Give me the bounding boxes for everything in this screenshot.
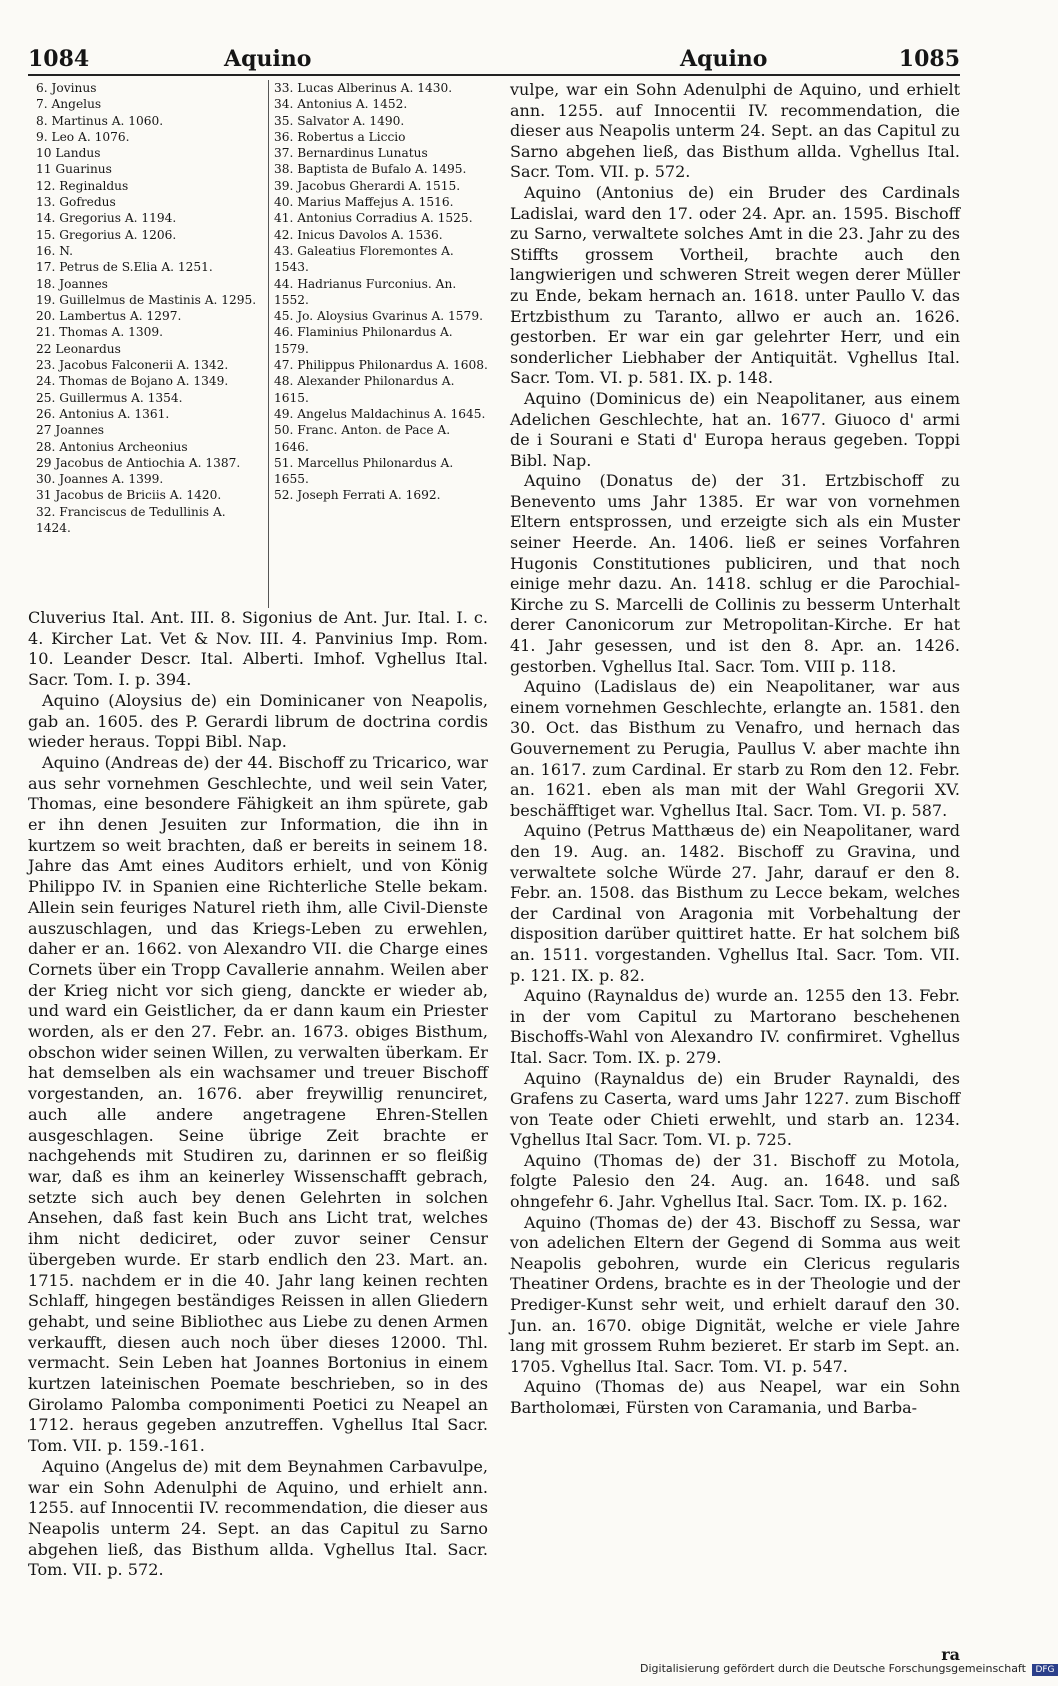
bishop-list-left xyxy=(36,80,258,536)
list-item: 36. Robertus a Liccio xyxy=(274,129,406,144)
paragraph: Aquino (Antonius de) ein Bruder des Cardinals Ladislai, ward den 17. oder 24. Apr. an. 1595. Bischoff zu Sarno, verwaltete solches Amt in die 23. Jahr zu des Stiffts grossem Vortheil, brachte auch den langwierigen und schweren Streit wegen derer Müller zu Ende, bekam hernach an. 1618. unter Paullo V. das Ertzbisthum zu Taranto, allwo er auch an. 1626. gestorben. Er war ein gar gelehrter Herr, und ein sonderlicher Liebhaber der Antiquität. Vghellus Ital. Sacr. Tom. VI. p. 581. IX. p. 148. xyxy=(510,182,960,388)
catchword: ra xyxy=(941,1645,960,1664)
paragraph: Aquino (Angelus de) mit dem Beynahmen Carbavulpe, war ein Sohn Adenulphi de Aquino, und erhielt ann. 1255. auf Innocentii IV. recommendation, die dieser aus Neapolis unterm 24. Sept. an das Capitul zu Sarno abgehen ließ, das Bisthum allda. Vghellus Ital. Sacr. Tom. VII. p. 572. xyxy=(28,1456,488,1580)
list-item: 31 Jacobus de Briciis A. 1420. xyxy=(36,488,222,503)
list-item: 28. Antonius Archeonius xyxy=(36,439,188,454)
list-item: 45. Jo. Aloysius Gvarinus A. 1579. xyxy=(274,309,483,324)
paragraph: Aquino (Raynaldus de) wurde an. 1255 den 13. Febr. in der vom Capitul zu Martorano beschehenen Bischoffs-Wahl von Alexandro IV. confirmiret. Vghellus Ital. Sacr. Tom. IX. p. 279. xyxy=(510,986,960,1067)
list-item: 38. Baptista de Bufalo A. 1495. xyxy=(274,162,467,177)
paragraph: Aquino (Aloysius de) ein Dominicaner von Neapolis, gab an. 1605. des P. Gerardi librum de doctrina cordis wieder heraus. Toppi Bibl. Nap. xyxy=(28,690,488,752)
list-item: 50. Franc. Anton. de Pace A. 1646. xyxy=(274,423,451,454)
list-item: 12. Reginaldus xyxy=(36,178,129,193)
left-running-title: Aquino xyxy=(224,46,312,72)
list-item: 9. Leo A. 1076. xyxy=(36,129,130,144)
list-item: 51. Marcellus Philonardus A. 1655. xyxy=(274,455,454,487)
list-item: 22 Leonardus xyxy=(36,341,121,356)
paragraph: Cluverius Ital. Ant. III. 8. Sigonius de Ant. Jur. Ital. I. c. 4. Kircher Lat. Vet & Nov. III. 4. Panvinius Imp. Rom. 10. Leander Descr. Ital. Alberti. Imhof. Vghellus Ital. Sacr. Tom. I. p. 394. xyxy=(28,608,488,690)
list-item: 18. Joannes xyxy=(36,276,108,291)
list-item: 10 Landus xyxy=(36,146,101,161)
right-column xyxy=(510,80,960,1419)
paragraph: Aquino (Dominicus de) ein Neapolitaner, aus einem Adelichen Geschlechte, hat an. 1677. Giuoco d' armi de i Sourani e Stati d' Europa heraus gegeben. Toppi Bibl. Nap. xyxy=(510,388,960,470)
bishop-list xyxy=(28,80,488,608)
list-item: 42. Inicus Davolos A. 1536. xyxy=(274,227,443,242)
paragraph: Aquino (Thomas de) der 43. Bischoff zu Sessa, war von adelichen Eltern der Gegend di Somma aus weit Neapolis gebohren, wurde ein Clericus regularis Theatiner Ordens, brachte es in der Theologie und der Prediger-Kunst sehr weit, und erhielt darauf den 30. Jun. an. 1670. obige Dignität, welche er viele Jahre lang mit grossem Ruhm bezieret. Er starb im Sept. an. 1705. Vghellus Ital. Sacr. Tom. VI. p. 547. xyxy=(510,1212,960,1376)
footer-text: Digitalisierung gefördert durch die Deutsche Forschungsgemeinschaft xyxy=(640,1662,1026,1675)
list-item: 16. N. xyxy=(36,243,74,258)
list-item: 47. Philippus Philonardus A. 1608. xyxy=(274,358,488,373)
paragraph: Aquino (Thomas de) der 31. Bischoff zu Motola, folgte Palesio den 24. Aug. an. 1648. und saß ohngefehr 6. Jahr. Vghellus Ital. Sacr. Tom. IX. p. 162. xyxy=(510,1150,960,1212)
right-text-body xyxy=(510,80,960,1419)
list-item: 41. Antonius Corradius A. 1525. xyxy=(274,211,473,226)
left-column xyxy=(28,80,488,1580)
list-item: 19. Guillelmus de Mastinis A. 1295. xyxy=(36,292,257,307)
list-item: 24. Thomas de Bojano A. 1349. xyxy=(36,374,229,389)
list-item: 37. Bernardinus Lunatus xyxy=(274,146,428,161)
right-running-title: Aquino xyxy=(680,46,768,72)
list-item: 43. Galeatius Floremontes A. 1543. xyxy=(274,243,454,275)
list-item: 11 Guarinus xyxy=(36,162,112,177)
bishop-list-right xyxy=(274,80,488,504)
left-text-body xyxy=(28,608,488,1580)
list-item: 27 Joannes xyxy=(36,423,105,438)
list-item: 13. Gofredus xyxy=(36,195,116,210)
page-header xyxy=(28,46,960,76)
paragraph: Aquino (Thomas de) aus Neapel, war ein Sohn Bartholomæi, Fürsten von Caramania, und Barba- xyxy=(510,1377,960,1417)
list-item: 52. Joseph Ferrati A. 1692. xyxy=(274,488,441,503)
list-item: 6. Jovinus xyxy=(36,81,97,95)
dfg-logo: DFG xyxy=(1032,1664,1057,1676)
list-item: 49. Angelus Maldachinus A. 1645. xyxy=(274,406,486,421)
list-item: 26. Antonius A. 1361. xyxy=(36,406,170,421)
list-item: 46. Flaminius Philonardus A. 1579. xyxy=(274,325,453,356)
list-item: 29 Jacobus de Antiochia A. 1387. xyxy=(36,455,241,470)
right-page-number: 1085 xyxy=(898,46,960,72)
list-item: 30. Joannes A. 1399. xyxy=(36,472,164,487)
list-item: 8. Martinus A. 1060. xyxy=(36,113,164,128)
list-item: 32. Franciscus de Tedullinis A. 1424. xyxy=(36,504,226,536)
list-divider xyxy=(268,80,269,608)
list-item: 21. Thomas A. 1309. xyxy=(36,325,163,340)
list-item: 39. Jacobus Gherardi A. 1515. xyxy=(274,178,461,193)
paragraph: vulpe, war ein Sohn Adenulphi de Aquino, und erhielt ann. 1255. auf Innocentii IV. recommendation, die dieser aus Neapolis unterm 24. Sept. an das Capitul zu Sarno abgehen ließ, das Bisthum allda. Vghellus Ital. Sacr. Tom. VII. p. 572. xyxy=(510,80,960,182)
list-item: 40. Marius Maffejus A. 1516. xyxy=(274,195,454,210)
paragraph: Aquino (Andreas de) der 44. Bischoff zu Tricarico, war aus sehr vornehmen Geschlechte, und weil sein Vater, Thomas, eine besondere Fähigkeit an ihm spürete, gab er ihn denen Jesuiten zur Information, die ihn in kurtzem so weit brachten, daß er bereits in seinem 18. Jahre das Amt eines Auditors erhielt, und von König Philippo IV. in Spanien eine Richterliche Stelle bekam. Allein sein feuriges Naturel rieth ihm, alle Civil-Dienste auszuschlagen, und das Kriegs-Leben zu erwehlen, daher er an. 1662. von Alexandro VII. die Charge eines Cornets über ein Tropp Cavallerie annahm. Weilen aber der Krieg nicht vor sich gieng, danckte er wieder ab, und ward ein Geistlicher, da er dann kaum ein Priester worden, als er den 27. Febr. an. 1673. obiges Bisthum, obschon wider seinen Willen, zu verwalten überkam. Er hat demselben als ein wachsamer und treuer Bischoff vorgestanden, an. 1676. aber freywillig renunciret, auch alle andere angetragene Ehren-Stellen ausgeschlagen. Seine übrige Zeit brachte er nachgehends mit Studiren zu, darinnen er so fleißig war, daß es ihm an keinerley Wissenschafft gebrach, setzte sich auch bey denen Gelehrten in solchen Ansehen, daß fast kein Buch ans Licht trat, welches ihm nicht dediciret, oder zuvor seiner Censur übergeben wurde. Er starb endlich den 23. Mart. an. 1715. nachdem er in die 40. Jahr lang keinen rechten Schlaff, hingegen beständiges Reissen in allen Gliedern gehabt, und seine Bibliothec aus Liebe zu denen Armen verkaufft, diesen auch noch über dieses 12000. Thl. vermacht. Sein Leben hat Joannes Bortonius in einem kurtzen lateinischen Poemate beschrieben, so in des Girolamo Palomba componimenti Poetici zu Neapel an 1712. heraus gegeben anzutreffen. Vghellus Ital Sacr. Tom. VII. p. 159.-161. xyxy=(28,752,488,1456)
header-rule xyxy=(28,74,960,76)
list-item: 7. Angelus xyxy=(36,97,102,112)
list-item: 15. Gregorius A. 1206. xyxy=(36,227,177,242)
footer xyxy=(640,1662,1058,1676)
list-item: 23. Jacobus Falconerii A. 1342. xyxy=(36,358,229,373)
list-item: 14. Gregorius A. 1194. xyxy=(36,211,177,226)
list-item: 34. Antonius A. 1452. xyxy=(274,97,408,112)
list-item: 25. Guillermus A. 1354. xyxy=(36,390,183,405)
paragraph: Aquino (Donatus de) der 31. Ertzbischoff zu Benevento ums Jahr 1385. Er war von vornehmen Eltern entsprossen, und erzeigte sich als ein Muster seiner Heerde. An. 1406. ließ er seines Vorfahren Hugonis Constitutiones publiciren, und that noch einige mehr dazu. An. 1418. schlug er die Parochial-Kirche zu S. Marcelli de Collinis zu besserm Unterhalt derer Canonicorum zur Metropolitan-Kirche. Er hat 41. Jahr gesessen, und ist den 8. Apr. an. 1426. gestorben. Vghellus Ital. Sacr. Tom. VIII p. 118. xyxy=(510,471,960,676)
paragraph: Aquino (Ladislaus de) ein Neapolitaner, war aus einem vornehmen Geschlechte, erlangte an. 1581. den 30. Oct. das Bisthum zu Venafro, und hernach das Gouvernement zu Perugia, Paullus V. aber machte ihn an. 1617. zum Cardinal. Er starb zu Rom den 12. Febr. an. 1621. eben als man mit der Wahl Gregorii XV. beschäfftiget war. Vghellus Ital. Sacr. Tom. VI. p. 587. xyxy=(510,677,960,820)
list-item: 17. Petrus de S.Elia A. 1251. xyxy=(36,260,213,275)
left-page-number: 1084 xyxy=(28,46,90,72)
paragraph: Aquino (Petrus Matthæus de) ein Neapolitaner, ward den 19. Aug. an. 1482. Bischoff zu Gravina, und verwaltete solche Würde 27. Jahr, darauf er den 8. Febr. an. 1508. das Bisthum zu Lecce bekam, welches der Cardinal von Aragonia mit Vorbehaltung der disposition darüber quittiret hatte. Er hat solchem biß an. 1511. vorgestanden. Vghellus Ital. Sacr. Tom. VII. p. 121. IX. p. 82. xyxy=(510,821,960,985)
list-item: 48. Alexander Philonardus A. 1615. xyxy=(274,374,455,405)
list-item: 35. Salvator A. 1490. xyxy=(274,113,405,128)
list-item: 44. Hadrianus Furconius. An. 1552. xyxy=(274,276,457,307)
list-item: 33. Lucas Alberinus A. 1430. xyxy=(274,81,453,95)
list-item: 20. Lambertus A. 1297. xyxy=(36,309,182,324)
paragraph: Aquino (Raynaldus de) ein Bruder Raynaldi, des Grafens zu Caserta, ward ums Jahr 1227. zum Bischoff von Teate oder Chieti erwehlt, und starb an. 1234. Vghellus Ital Sacr. Tom. VI. p. 725. xyxy=(510,1068,960,1150)
